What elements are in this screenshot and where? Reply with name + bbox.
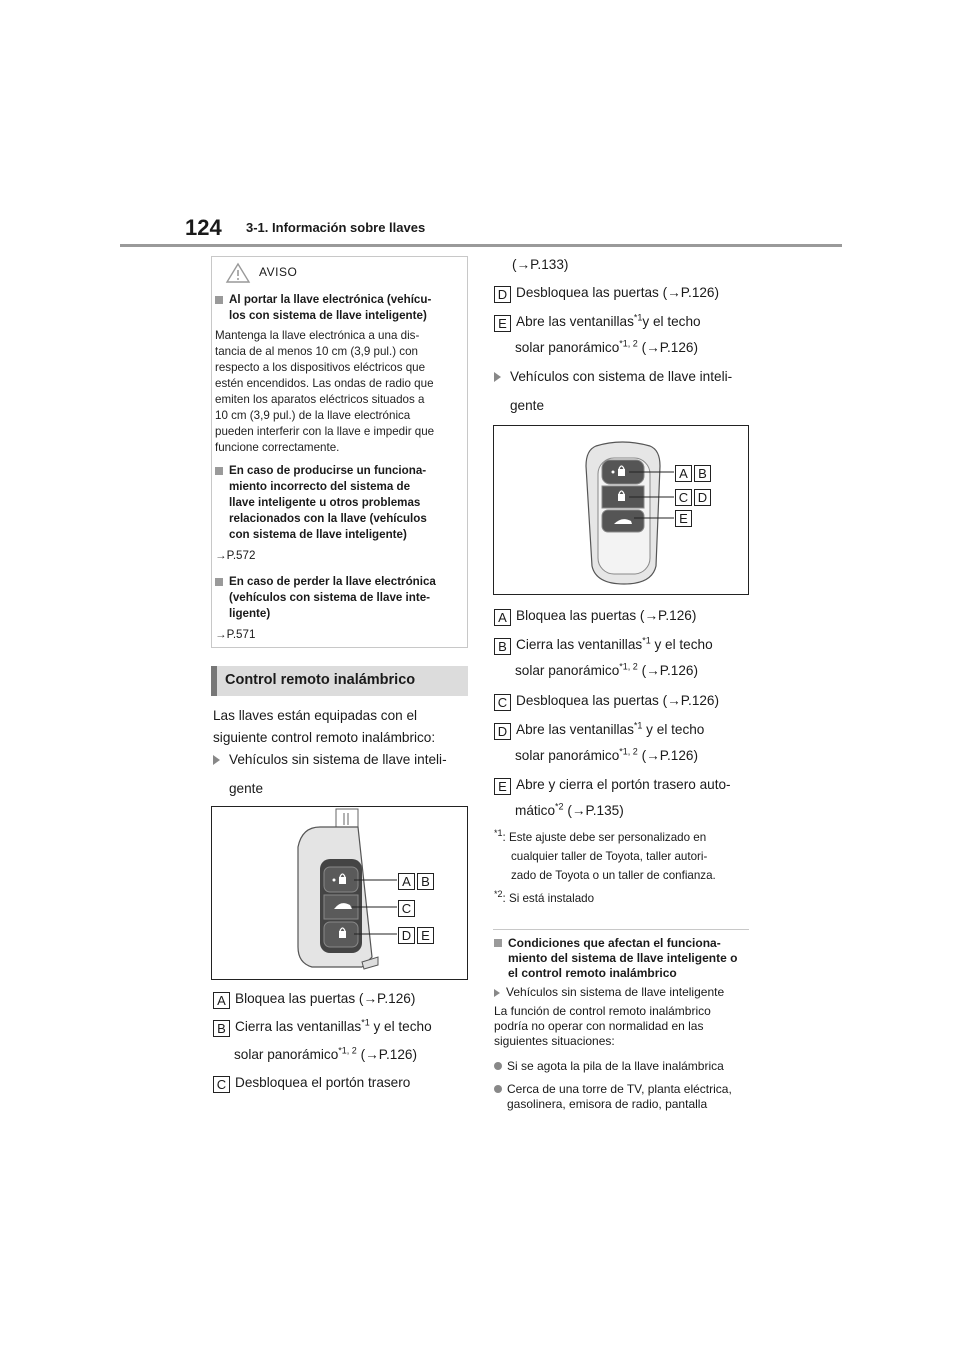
item-text: solar panorámico <box>515 663 620 678</box>
conditions-intro: La función de control remoto inalámbrico podría no operar con normalidad en las siguientes situaciones: <box>494 1004 711 1048</box>
item-text: Abre las ventanillas <box>516 314 634 329</box>
triangle-bullet-icon <box>494 372 501 382</box>
item-text: y el techo <box>650 637 713 652</box>
square-bullet-icon <box>494 939 502 947</box>
list-item <box>494 634 713 656</box>
footnote-text: zado de Toyota o un taller de confianza. <box>511 869 716 882</box>
conditions-item: Cerca de una torre de TV, planta eléctrica, gasolinera, emisora de radio, pantalla <box>494 1082 752 1112</box>
warning-item-body: Mantenga la llave electrónica a una dis- tancia de al menos 10 cm (3,9 pul.) con respecto a los dispositivos eléctricos que estén encendidos. Las ondas de radio que emiten los aparatos eléctricos situados a 10 cm (3,9 pul.) de la llave electrónica pueden interferir con la llave e impedir que funcione correctamente. <box>215 329 435 454</box>
section-heading <box>211 666 468 696</box>
conditions-item: Si se agota la pila de la llave inalámbrica <box>494 1059 752 1074</box>
warning-triangle-icon <box>225 262 251 284</box>
list-item <box>494 690 719 712</box>
footnote-mark: *2 <box>555 801 564 812</box>
figure-smart-key <box>493 425 749 595</box>
item-text: Bloquea las puertas (→P.126) <box>235 991 416 1006</box>
list-item <box>213 988 415 1010</box>
figure-label: D <box>398 927 415 944</box>
list-item <box>494 282 719 304</box>
smart-key-illustration <box>494 426 748 594</box>
footnote-mark: *1 <box>494 828 503 839</box>
warning-item-ref: →P.571 <box>215 628 256 641</box>
item-text: Abre las ventanillas <box>516 722 634 737</box>
circle-bullet-icon <box>494 1085 502 1093</box>
figure-key-fold <box>211 806 468 980</box>
footnote-mark: *1 <box>633 312 643 323</box>
item-badge: A <box>494 609 511 626</box>
conditions-title: Condiciones que afectan el funciona- miento del sistema de llave inteligente o el control remoto inalámbrico <box>494 936 752 981</box>
warning-item-title: En caso de producirse un funciona- miento incorrecto del sistema de llave inteligente u otros problemas relacionados con la llave (vehículos con sistema de llave inteligente) <box>229 464 427 541</box>
footnote-text: : Este ajuste debe ser personalizado en <box>502 831 707 844</box>
page-number: 124 <box>185 215 222 240</box>
item-text: (→P.135) <box>563 803 624 818</box>
item-text: Abre y cierra el portón trasero auto- <box>516 777 731 792</box>
item-badge: C <box>213 1076 230 1093</box>
group1-heading-text: Vehículos sin sistema de llave inteli- gente <box>229 752 447 796</box>
list-item <box>213 1016 432 1038</box>
figure-label: A <box>675 465 692 482</box>
footnote-mark: *1, 2 <box>619 338 638 349</box>
footnote-mark: *1 <box>642 635 651 646</box>
item-text: Cierra las ventanillas <box>235 1019 362 1034</box>
footnote-1 <box>494 828 749 885</box>
item-badge: D <box>494 286 511 303</box>
square-bullet-icon <box>215 467 223 475</box>
figure-label: E <box>675 510 692 527</box>
item-text: (→P.126) <box>637 748 698 763</box>
figure-label: C <box>675 489 692 506</box>
item-text: mático <box>515 803 556 818</box>
figure-label: D <box>694 489 711 506</box>
warning-item-2 <box>215 463 465 564</box>
list-item-continuation <box>515 800 624 822</box>
footnote-mark: *1 <box>633 720 643 731</box>
item-text: (→P.126) <box>637 663 698 678</box>
triangle-bullet-icon <box>213 755 220 765</box>
list-item-continuation <box>234 1044 417 1066</box>
warning-item-title: Al portar la llave electrónica (vehícu- los con sistema de llave inteligente) <box>229 293 432 322</box>
item-badge: E <box>494 315 511 332</box>
group2-heading-text: Vehículos con sistema de llave inteli- gente <box>510 369 733 413</box>
item-badge: E <box>494 778 511 795</box>
figure-label: E <box>417 927 434 944</box>
group2-heading <box>494 366 749 420</box>
header-rule <box>120 244 842 247</box>
item-badge: D <box>494 723 511 740</box>
figure-label: B <box>417 873 434 890</box>
list-item-continuation <box>515 745 698 767</box>
conditions-sub: Vehículos sin sistema de llave inteligente <box>494 985 752 1000</box>
square-bullet-icon <box>215 578 223 586</box>
figure-label: A <box>398 873 415 890</box>
item-text: solar panorámico <box>515 748 620 763</box>
footnote-mark: *1, 2 <box>619 661 638 672</box>
item-badge: C <box>494 694 511 711</box>
item-text: Bloquea las puertas (→P.126) <box>516 608 697 623</box>
item-text: Cierra las ventanillas <box>516 637 643 652</box>
list-item <box>494 311 701 333</box>
item-text: Desbloquea las puertas (→P.126) <box>516 285 720 300</box>
figure-label: B <box>694 465 711 482</box>
warning-item-title: En caso de perder la llave electrónica (vehículos con sistema de llave inte- ligente) <box>229 575 436 620</box>
footnote-text: cualquier taller de Toyota, taller autori- <box>511 850 708 863</box>
item-text: y el techo <box>642 314 701 329</box>
item-text: y el techo <box>369 1019 432 1034</box>
warning-item-ref: →P.572 <box>215 549 256 562</box>
item-text: Desbloquea el portón trasero <box>235 1075 411 1090</box>
footnote-mark: *1 <box>361 1017 370 1028</box>
figure-label: C <box>398 900 415 917</box>
footnote-mark: *1, 2 <box>619 746 638 757</box>
list-item <box>213 1072 410 1094</box>
footnote-mark: *2 <box>494 889 503 900</box>
group1-heading <box>213 749 468 803</box>
item-text: solar panorámico <box>234 1047 339 1062</box>
warning-header <box>225 262 465 284</box>
list-item-continuation <box>515 337 698 359</box>
item-text: (→P.126) <box>356 1047 417 1062</box>
item-badge: B <box>494 638 511 655</box>
section-heading-text: Control remoto inalámbrico <box>225 672 416 688</box>
item-badge: B <box>213 1020 230 1037</box>
list-item <box>494 605 696 627</box>
circle-bullet-icon <box>494 1062 502 1070</box>
item-text: solar panorámico <box>515 340 620 355</box>
warning-item-3 <box>215 574 465 643</box>
list-item <box>494 774 731 796</box>
item-text: y el techo <box>642 722 705 737</box>
item-badge: A <box>213 992 230 1009</box>
square-bullet-icon <box>215 296 223 304</box>
item-text: (→P.126) <box>637 340 698 355</box>
divider <box>493 929 749 930</box>
item-text: Desbloquea las puertas (→P.126) <box>516 693 720 708</box>
section-title: 3-1. Información sobre llaves <box>246 220 426 235</box>
list-item <box>494 719 704 741</box>
warning-label: AVISO <box>259 265 298 279</box>
warning-item-1 <box>215 292 465 456</box>
intro-text: Las llaves están equipadas con el siguiente control remoto inalámbrico: <box>213 708 436 745</box>
footnote-2 <box>494 889 749 908</box>
list-item-continuation <box>515 660 698 682</box>
footnote-mark: *1, 2 <box>338 1045 357 1056</box>
triangle-bullet-icon <box>494 989 500 997</box>
footnote-text: : Si está instalado <box>502 892 595 905</box>
flip-key-illustration <box>212 807 467 979</box>
continued-ref: (→P.133) <box>512 257 569 272</box>
